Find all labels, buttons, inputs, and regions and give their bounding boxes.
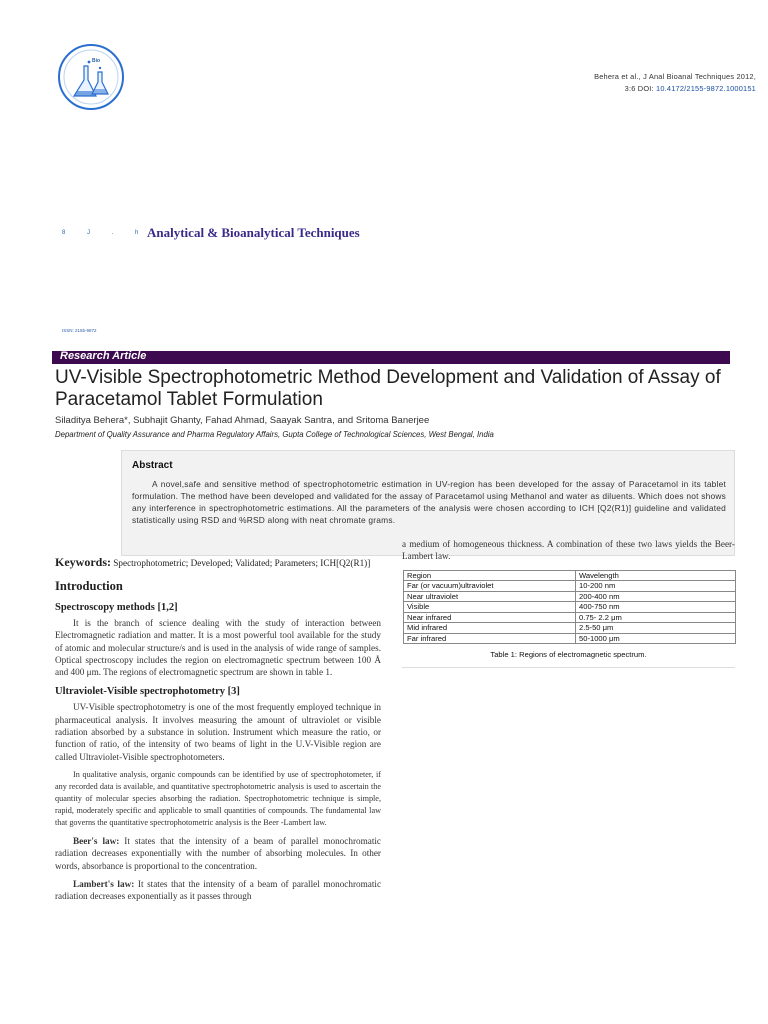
article-type-banner bbox=[52, 351, 730, 364]
article-title: UV-Visible Spectrophotometric Method Development and Validation of Assay of Paracetamol Tablet Formulation bbox=[55, 367, 721, 410]
spectroscopy-paragraph: It is the branch of science dealing with the study of interaction between Electromagnetic radiation and matter. It is a most powerful tool available for the study of atomic and molecular structure/s and is used in the analysis of wide range of samples. Optical spectroscopy includes the region on electromagnetic spectrum between 100 Å and 400 μm. The regions of electromagnetic spectrum are shown in table 1. bbox=[55, 618, 381, 678]
lamberts-law-label: Lambert's law: bbox=[73, 878, 135, 889]
citation bbox=[560, 71, 756, 95]
continuation-paragraph: a medium of homogeneous thickness. A combination of these two laws yields the Beer-Lambert law. bbox=[402, 539, 735, 562]
lamberts-law-text: It states that the intensity of a beam of parallel monochromatic radiation decreases exponentially as it passes through bbox=[55, 878, 382, 902]
table-cell: 2.5-50 μm bbox=[576, 623, 736, 634]
table-cell: Far (or vacuum)ultraviolet bbox=[404, 581, 576, 592]
table-row bbox=[404, 623, 736, 634]
spectrum-regions-table bbox=[403, 570, 736, 645]
divider bbox=[402, 667, 735, 668]
citation-line-2 bbox=[560, 83, 756, 95]
table-cell: 50-1000 μm bbox=[576, 633, 736, 644]
keywords-text: Spectrophotometric; Developed; Validated; Parameters; ICH[Q2(R1)] bbox=[113, 558, 371, 568]
table-cell: 10-200 nm bbox=[576, 581, 736, 592]
journal-prefix: 8 J . h bbox=[62, 230, 149, 236]
table-cell: Near infrared bbox=[404, 612, 576, 623]
journal-logo bbox=[56, 42, 126, 112]
uv-paragraph-2: In qualitative analysis, organic compounds can be identified by use of spectrophotometer, if any recorded data is available, and quantitative spectrophotometric analysis is used to ascertain the quantity of molecular species absorbing the radiation. Spectrophotometric technique is simple, rapid, moderately specific and applicable to small quantities of compounds. The fundamental law that governs the quantitative spectrophotometric analysis is the Beer -Lambert law. bbox=[55, 769, 381, 827]
journal-name: Analytical & Bioanalytical Techniques bbox=[147, 225, 360, 240]
table-row bbox=[404, 602, 736, 613]
table-header-region: Region bbox=[404, 570, 576, 581]
left-column bbox=[55, 556, 381, 902]
beers-law-label: Beer's law: bbox=[73, 835, 120, 846]
flask-logo-icon bbox=[56, 42, 126, 112]
table-header-row bbox=[404, 570, 736, 581]
abstract-heading: Abstract bbox=[132, 460, 173, 471]
beers-law-paragraph bbox=[55, 835, 381, 872]
uv-paragraph-1: UV-Visible spectrophotometry is one of the most frequently employed technique in pharmaceutical analysis. It involves measuring the amount of ultraviolet or visible radiation absorbed by a substance in solution. Instrument which measure the ratio, or function of ratio, of the intensity of two beams of light in the U.V-Visible region are called Ultraviolet-Visible spectrophotometers. bbox=[55, 702, 381, 762]
table-cell: 0.75- 2.2 μm bbox=[576, 612, 736, 623]
issn: ISSN: 2155-9872 bbox=[62, 328, 97, 333]
doi-link[interactable]: 10.4172/2155-9872.1000151 bbox=[656, 84, 756, 93]
table-header-wavelength: Wavelength bbox=[576, 570, 736, 581]
table-row bbox=[404, 581, 736, 592]
keywords bbox=[55, 556, 381, 569]
table-caption: Table 1: Regions of electromagnetic spectrum. bbox=[490, 650, 647, 660]
table-cell: Far infrared bbox=[404, 633, 576, 644]
table-cell: Mid infrared bbox=[404, 623, 576, 634]
table-cell: 400-750 nm bbox=[576, 602, 736, 613]
uv-heading: Ultraviolet-Visible spectrophotometry [3] bbox=[55, 686, 240, 698]
beers-law-text: It states that the intensity of a beam of parallel monochromatic radiation decreases exponentially with the number of absorbing molecules. In other words, absorbance is proportional to the concentration. bbox=[55, 835, 382, 871]
table-cell: 200-400 nm bbox=[576, 591, 736, 602]
table-cell: Visible bbox=[404, 602, 576, 613]
article-type-label: Research Article bbox=[60, 350, 147, 362]
table-row bbox=[404, 591, 736, 602]
article-affiliation: Department of Quality Assurance and Pharma Regulatory Affairs, Gupta College of Technological Sciences, West Bengal, India bbox=[55, 430, 494, 439]
citation-prefix: 3:6 DOI: bbox=[624, 84, 657, 93]
table-row bbox=[404, 633, 736, 644]
right-column bbox=[402, 538, 735, 668]
lamberts-law-paragraph bbox=[55, 878, 381, 903]
abstract-text: A novel,safe and sensitive method of spectrophotometric estimation in UV-region has been developed for the assay of Paracetamol in its tablet formulation. The method have been developed and validated for the assay of Paracetamol using Methanol and water as diluents. Which does not shows any interference in spectrophotometric estimations. All the parameters of the analysis were chosen according to ICH [Q2(R1)] guideline and validated statistically using RSD and %RSD along with neat chromate grams. bbox=[132, 479, 726, 526]
spectroscopy-heading: Spectroscopy methods [1,2] bbox=[55, 602, 178, 613]
citation-line-1: Behera et al., J Anal Bioanal Techniques 2012, bbox=[594, 72, 756, 81]
table-row bbox=[404, 612, 736, 623]
article-authors: Siladitya Behera*, Subhajit Ghanty, Fahad Ahmad, Saayak Santra, and Sritoma Banerjee bbox=[55, 415, 430, 426]
introduction-heading: Introduction bbox=[55, 579, 123, 593]
logo-word: Bio bbox=[92, 58, 101, 64]
keywords-label: Keywords: bbox=[55, 555, 111, 569]
table-cell: Near ultraviolet bbox=[404, 591, 576, 602]
